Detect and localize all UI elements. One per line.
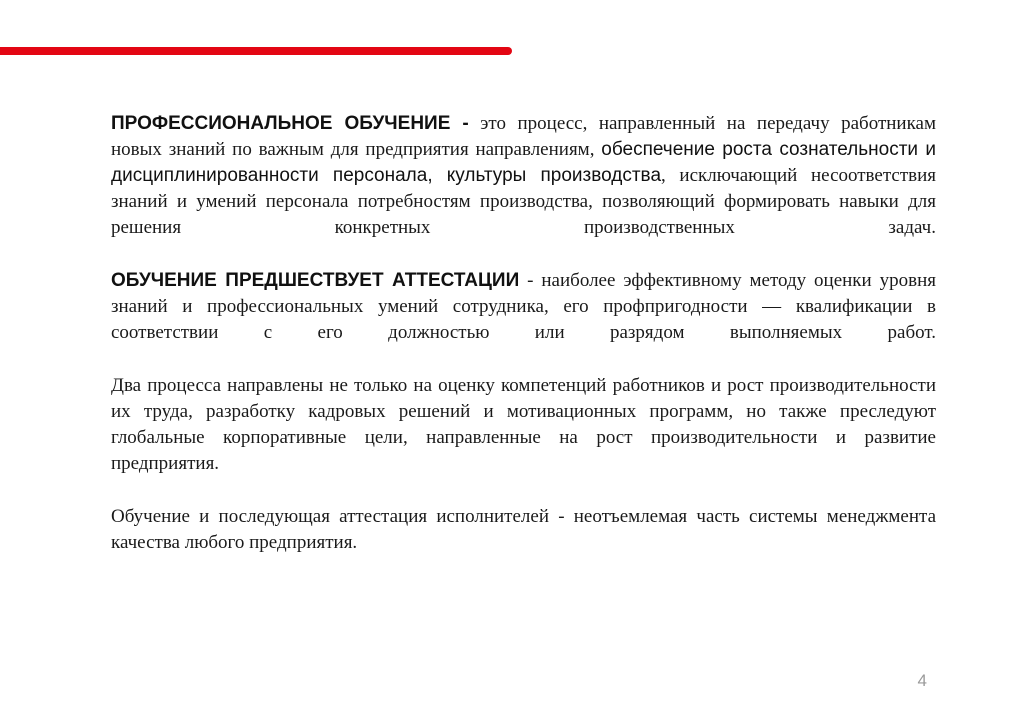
paragraph-quality-management bbox=[111, 504, 936, 556]
term-training-precedes-attestation: ОБУЧЕНИЕ ПРЕДШЕСТВУЕТ АТТЕСТАЦИИ bbox=[111, 270, 520, 291]
paragraph-professional-training bbox=[111, 111, 936, 241]
paragraph-text: Обучение и последующая аттестация исполнителей - неотъемлемая часть системы менеджмента качества любого предприятия. bbox=[111, 506, 936, 553]
accent-bar bbox=[0, 47, 512, 55]
term-professional-training: ПРОФЕССИОНАЛЬНОЕ ОБУЧЕНИЕ - bbox=[111, 113, 469, 134]
emphasis-text: обеспечение роста сознательности и дисциплинированности персонала, культуры производства bbox=[111, 139, 936, 186]
paragraph-text: это процесс, направленный на передачу работникам новых знаний по важным для предприятия направлениям, bbox=[111, 113, 936, 160]
page-number: 4 bbox=[917, 671, 927, 690]
paragraph-text: - наиболее эффективному методу оценки уровня знаний и профессиональных умений сотрудника, его профпригодности — квалификации в соответствии с его должностью или разрядом выполняемых работ. bbox=[111, 270, 936, 343]
paragraph-text: Два процесса направлены не только на оценку компетенций работников и рост производительности их труда, разработку кадровых решений и мотивационных программ, но также преследуют глобальные корпоративные цели, направленные на рост производительности и развитие предприятия. bbox=[111, 375, 936, 474]
paragraph-two-processes bbox=[111, 373, 936, 477]
paragraph-text: , исключающий несоответствия знаний и умений персонала потребностям производства, позволяющий формировать навыки для решения конкретных производственных задач. bbox=[111, 165, 936, 238]
paragraph-training-precedes-attestation bbox=[111, 268, 936, 346]
slide-body bbox=[111, 111, 936, 556]
